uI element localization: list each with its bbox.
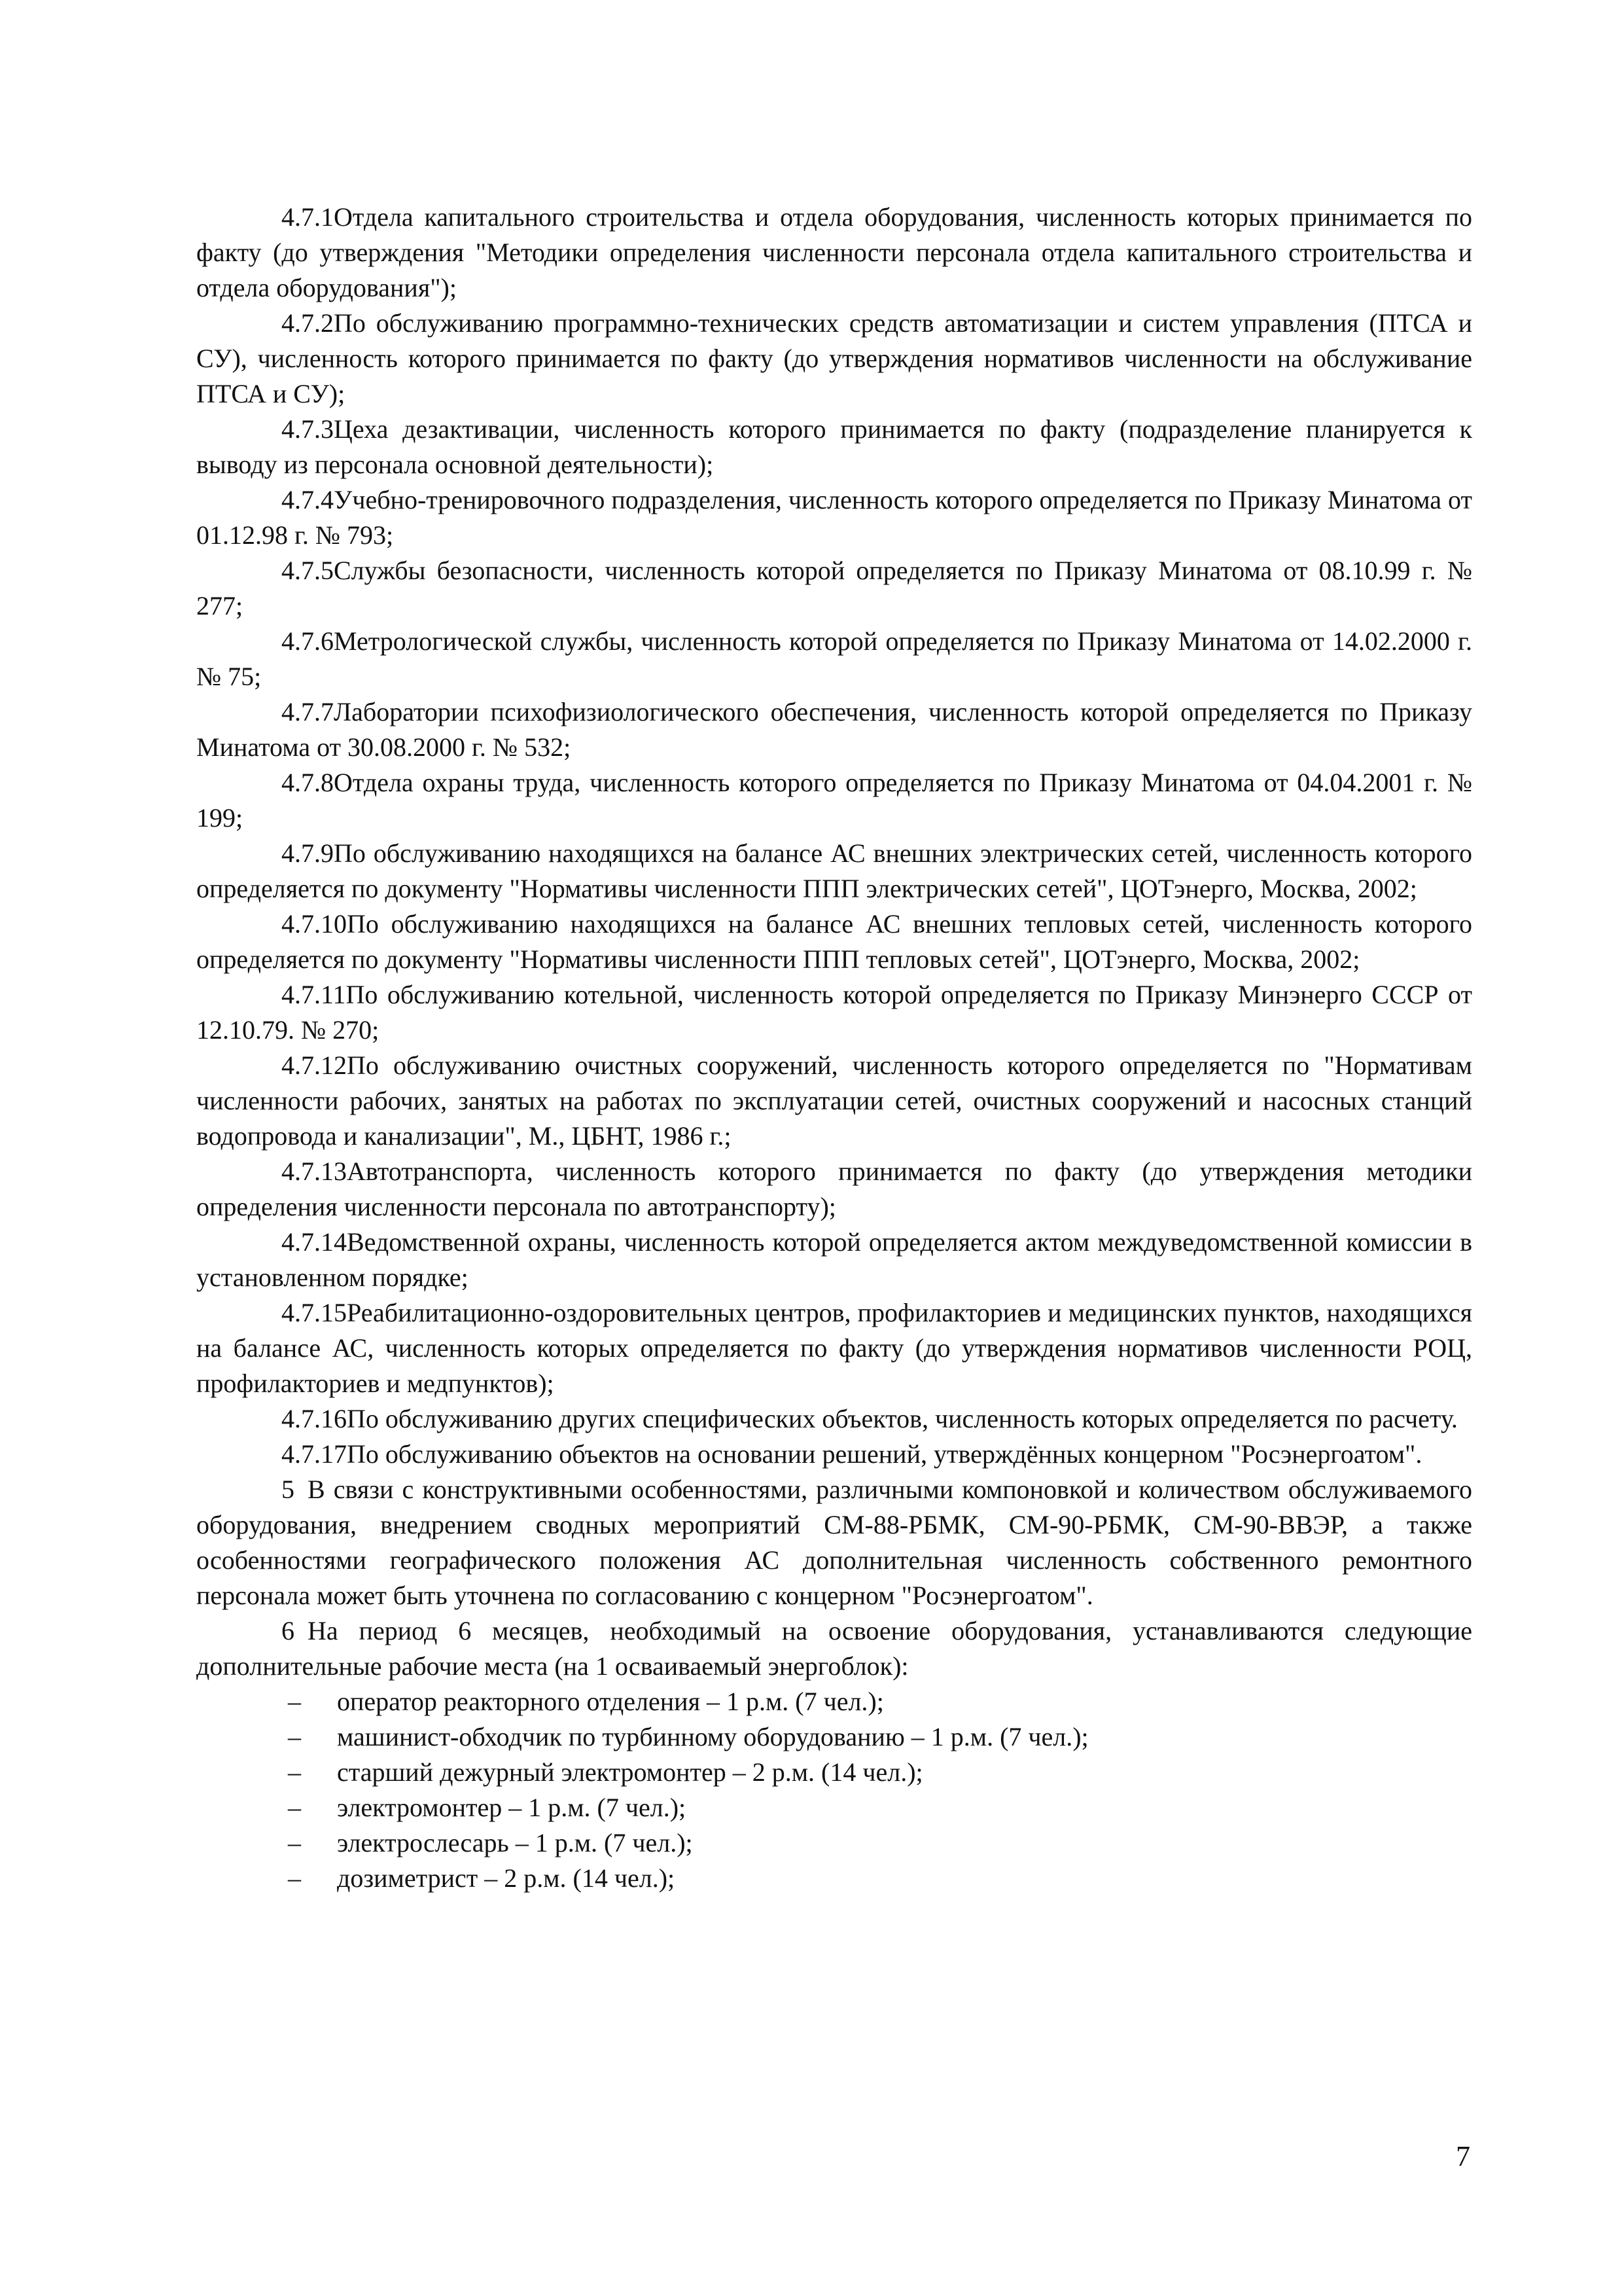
paragraph-text: По обслуживанию объектов на основании решений, утверждённых концерном "Росэнергоатом". <box>347 1439 1422 1469</box>
paragraph <box>196 200 1472 306</box>
paragraph-number: 4.7.9 <box>281 838 334 868</box>
paragraph-text: Учебно-тренировочного подразделения, численность которого определяется по Приказу Минатома от 01.12.98 г. № 793; <box>196 485 1472 550</box>
paragraph-number: 4.7.12 <box>281 1050 347 1080</box>
list-dash: – <box>288 1863 301 1893</box>
list-item <box>196 1684 1472 1719</box>
paragraph-number: 4.7.4 <box>281 485 334 514</box>
paragraph <box>196 482 1472 553</box>
paragraph <box>196 306 1472 412</box>
list-item-text: старший дежурный электромонтер – 2 р.м. (14 чел.); <box>337 1757 923 1787</box>
page-number: 7 <box>1456 2140 1470 2172</box>
paragraph-text: По обслуживанию котельной, численность которой определяется по Приказу Минэнерго СССР от 12.10.79. № 270; <box>196 980 1472 1045</box>
paragraph-number: 4.7.15 <box>281 1298 347 1327</box>
paragraph-text: Отдела капитального строительства и отдела оборудования, численность которых принимается по факту (до утверждения "Методики определения численности персонала отдела капитального строительства и отдела оборудования"); <box>196 202 1472 302</box>
paragraph-text: Лаборатории психофизиологического обеспечения, численность которой определяется по Приказу Минатома от 30.08.2000 г. № 532; <box>196 697 1472 762</box>
dash-list <box>196 1684 1472 1896</box>
paragraph-number: 4.7.11 <box>281 980 346 1009</box>
paragraph-number: 4.7.13 <box>281 1157 347 1186</box>
paragraph-number: 4.7.3 <box>281 414 334 444</box>
paragraph <box>196 553 1472 624</box>
paragraph-text: На период 6 месяцев, необходимый на освоение оборудования, устанавливаются следующие дополнительные рабочие места (на 1 осваиваемый энергоблок): <box>196 1616 1472 1681</box>
list-item <box>196 1790 1472 1825</box>
paragraph-text: По обслуживанию находящихся на балансе АС внешних тепловых сетей, численность которого определяется по документу "Нормативы численности ППП тепловых сетей", ЦОТэнерго, Москва, 2002; <box>196 909 1472 974</box>
list-item-text: оператор реакторного отделения – 1 р.м. (7 чел.); <box>337 1687 884 1716</box>
paragraph-text: Цеха дезактивации, численность которого принимается по факту (подразделение планируется к выводу из персонала основной деятельности); <box>196 414 1472 479</box>
paragraph-block <box>196 200 1472 1684</box>
list-dash: – <box>288 1687 301 1716</box>
paragraph-number: 4.7.14 <box>281 1227 347 1257</box>
paragraph-number: 4.7.16 <box>281 1404 347 1433</box>
paragraph <box>196 765 1472 836</box>
paragraph-text: По обслуживанию очистных сооружений, численность которого определяется по "Нормативам численности рабочих, занятых на работах по эксплуатации сетей, очистных сооружений и насосных станций водопровода и канализации", М., ЦБНТ, 1986 г.; <box>196 1050 1472 1151</box>
paragraph-number: 5 <box>281 1475 294 1504</box>
list-item-text: дозиметрист – 2 р.м. (14 чел.); <box>337 1863 675 1893</box>
paragraph <box>196 906 1472 977</box>
list-item <box>196 1755 1472 1790</box>
paragraph-number: 4.7.5 <box>281 556 334 585</box>
paragraph-text: Реабилитационно-оздоровительных центров, профилакториев и медицинских пунктов, находящихся на балансе АС, численность которых определяется по факту (до утверждения нормативов численности РОЦ, профилакториев и медпунктов); <box>196 1298 1472 1398</box>
paragraph <box>196 412 1472 482</box>
paragraph <box>196 1472 1472 1613</box>
paragraph-text: Ведомственной охраны, численность которой определяется актом междуведомственной комиссии в установленном порядке; <box>196 1227 1472 1292</box>
list-item-text: электрослесарь – 1 р.м. (7 чел.); <box>337 1828 693 1857</box>
document-page <box>196 200 1472 1896</box>
paragraph <box>196 836 1472 906</box>
list-item-text: электромонтер – 1 р.м. (7 чел.); <box>337 1793 686 1822</box>
paragraph-text: Службы безопасности, численность которой определяется по Приказу Минатома от 08.10.99 г. № 277; <box>196 556 1472 620</box>
paragraph-text: Автотранспорта, численность которого принимается по факту (до утверждения методики определения численности персонала по автотранспорту); <box>196 1157 1472 1221</box>
paragraph <box>196 1154 1472 1225</box>
paragraph-number: 4.7.8 <box>281 768 334 797</box>
paragraph-text: Метрологической службы, численность которой определяется по Приказу Минатома от 14.02.2000 г. № 75; <box>196 626 1472 691</box>
paragraph-text: По обслуживанию других специфических объектов, численность которых определяется по расчету. <box>347 1404 1458 1433</box>
paragraph <box>196 1048 1472 1154</box>
paragraph-number: 4.7.6 <box>281 626 334 656</box>
paragraph-number: 4.7.1 <box>281 202 334 232</box>
list-item-text: машинист-обходчик по турбинному оборудованию – 1 р.м. (7 чел.); <box>337 1722 1089 1751</box>
list-dash: – <box>288 1757 301 1787</box>
list-dash: – <box>288 1722 301 1751</box>
paragraph-number: 4.7.7 <box>281 697 334 726</box>
paragraph <box>196 1225 1472 1295</box>
paragraph-number: 4.7.10 <box>281 909 347 939</box>
list-item <box>196 1719 1472 1755</box>
paragraph-text: В связи с конструктивными особенностями, различными компоновкой и количеством обслуживаемого оборудования, внедрением сводных мероприятий СМ-88-РБМК, СМ-90-РБМК, СМ-90-ВВЭР, а также особенностями географического положения АС дополнительная численность собственного ремонтного персонала может быть уточнена по согласованию с концерном "Росэнергоатом". <box>196 1475 1472 1610</box>
paragraph <box>196 1613 1472 1684</box>
paragraph <box>196 1437 1472 1472</box>
paragraph-text: По обслуживанию находящихся на балансе АС внешних электрических сетей, численность которого определяется по документу "Нормативы численности ППП электрических сетей", ЦОТэнерго, Москва, 2002; <box>196 838 1472 903</box>
paragraph <box>196 694 1472 765</box>
list-dash: – <box>288 1828 301 1857</box>
paragraph-text: По обслуживанию программно-технических средств автоматизации и систем управления (ПТСА и СУ), численность которого принимается по факту (до утверждения нормативов численности на обслуживание ПТСА и СУ); <box>196 308 1472 408</box>
paragraph-number: 6 <box>281 1616 294 1645</box>
list-dash: – <box>288 1793 301 1822</box>
paragraph-number: 4.7.17 <box>281 1439 347 1469</box>
paragraph <box>196 1401 1472 1437</box>
paragraph-text: Отдела охраны труда, численность которого определяется по Приказу Минатома от 04.04.2001 г. № 199; <box>196 768 1472 833</box>
list-item <box>196 1825 1472 1861</box>
paragraph <box>196 1295 1472 1401</box>
list-item <box>196 1861 1472 1896</box>
paragraph <box>196 624 1472 694</box>
paragraph <box>196 977 1472 1048</box>
paragraph-number: 4.7.2 <box>281 308 334 338</box>
